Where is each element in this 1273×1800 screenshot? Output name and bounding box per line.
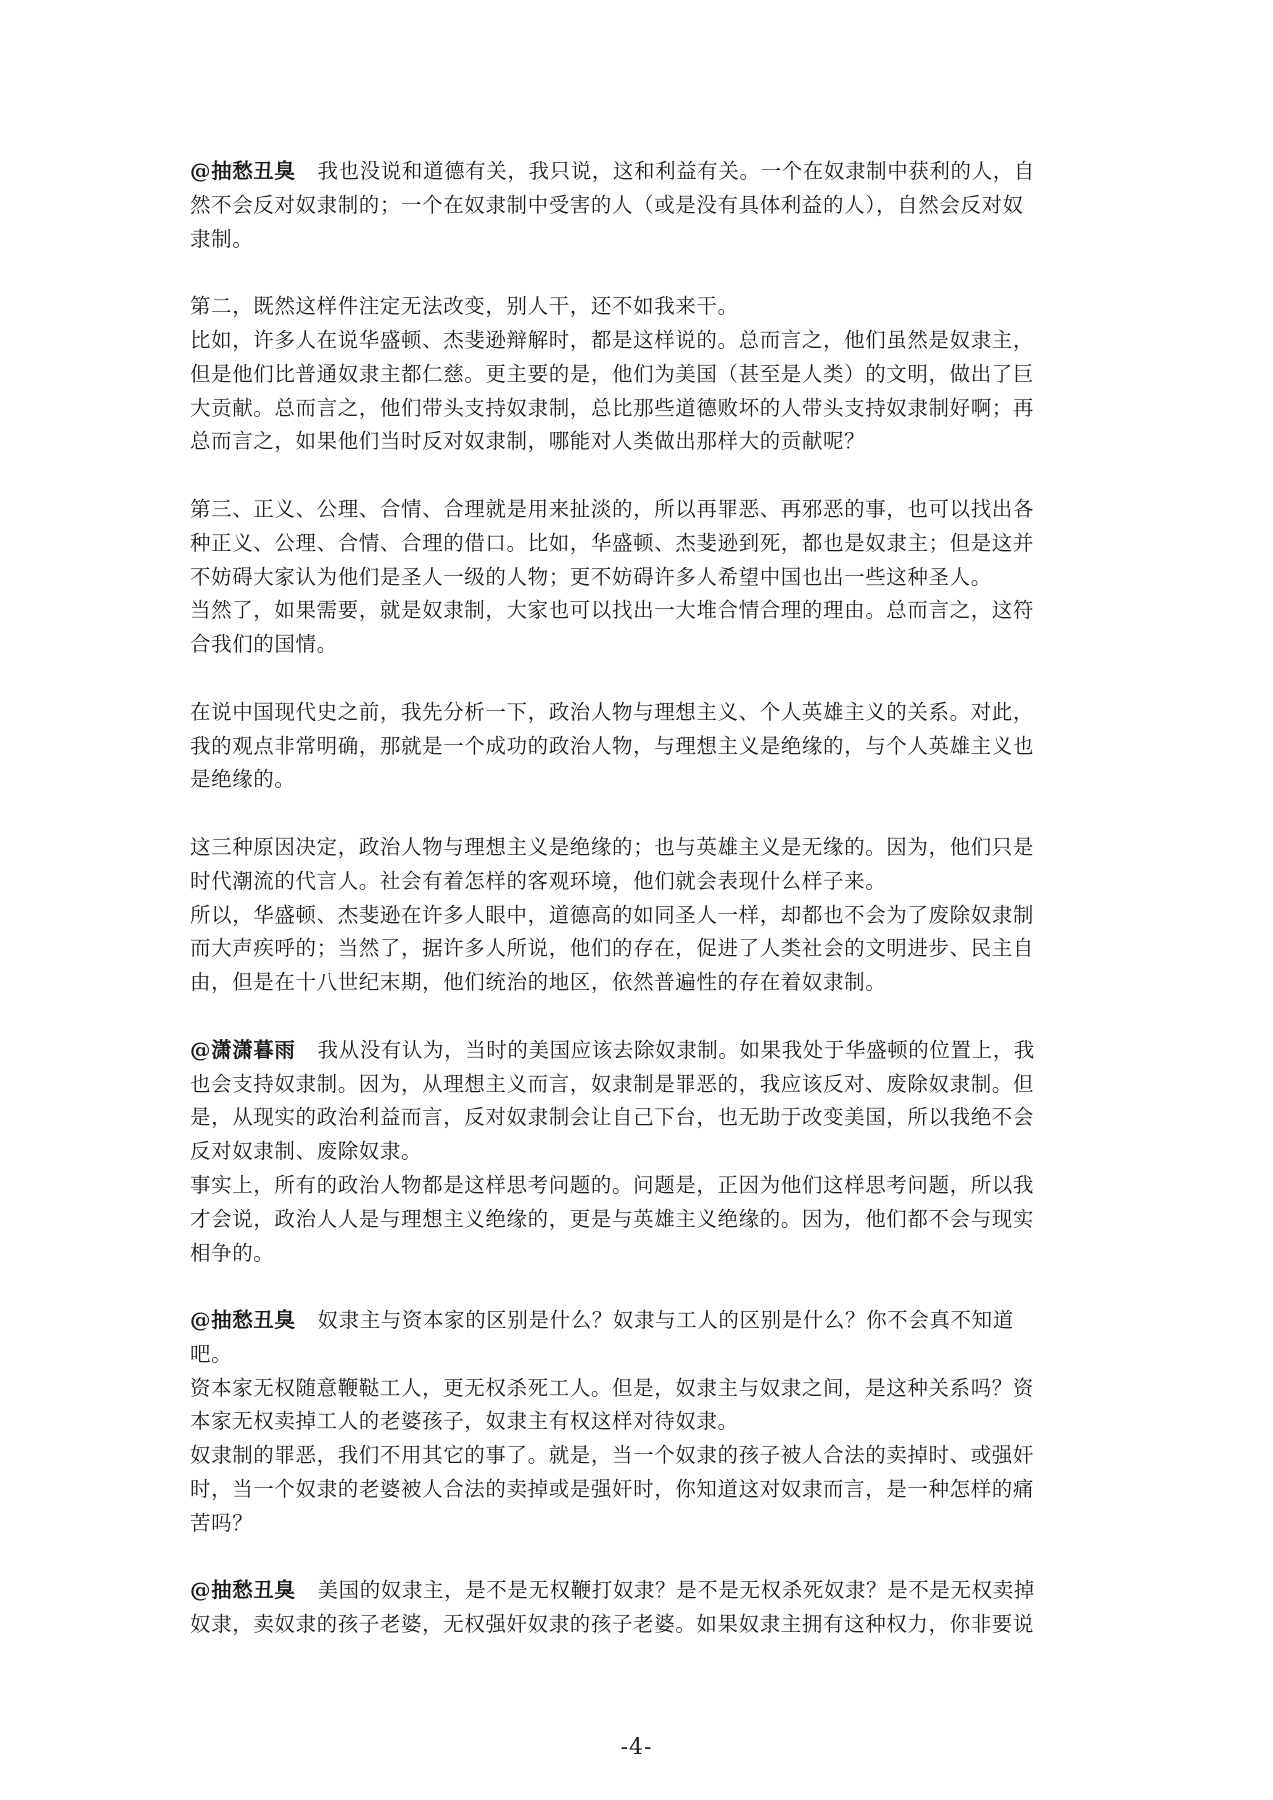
text-line — [190, 628, 1090, 662]
line-text: 我从没有认为，当时的美国应该去除奴隶制。如果我处于华盛顿的位置上，我 — [317, 1037, 1035, 1062]
text-line — [190, 223, 1090, 257]
line-text: 然不会反对奴隶制的；一个在奴隶制中受害的人（或是没有具体利益的人），自然会反对奴 — [190, 192, 1024, 217]
line-text: 第三、正义、公理、合情、合理就是用来扯淡的，所以再罪恶、再邪恶的事，也可以找出各 — [190, 496, 1034, 521]
text-line — [190, 1372, 1090, 1406]
text-line — [190, 1101, 1090, 1135]
line-text: 在说中国现代史之前，我先分析一下，政治人物与理想主义、个人英雄主义的关系。对此， — [190, 699, 1034, 724]
line-text: 是，从现实的政治利益而言，反对奴隶制会让自己下台，也无助于改变美国，所以我绝不会 — [190, 1105, 1034, 1130]
text-line — [190, 1135, 1090, 1169]
line-text: 反对奴隶制、废除奴隶。 — [190, 1139, 423, 1164]
user-mention: @抽愁丑臭 — [190, 1578, 296, 1603]
text-line — [190, 1608, 1090, 1642]
line-text: 合我们的国情。 — [190, 632, 338, 657]
user-mention: @抽愁丑臭 — [190, 159, 296, 183]
paragraph — [190, 493, 1090, 662]
line-text: 奴隶制的罪恶，我们不用其它的事了。就是，当一个奴隶的孩子被人合法的卖掉时、或强奸 — [190, 1443, 1034, 1468]
line-text: 而大声疾呼的；当然了，据许多人所说，他们的存在，促进了人类社会的文明进步、民主自 — [190, 936, 1034, 961]
line-text: 所以，华盛顿、杰斐逊在许多人眼中，道德高的如同圣人一样，却都也不会为了废除奴隶制 — [190, 902, 1034, 927]
text-line — [190, 966, 1090, 1000]
page-number: -4- — [620, 1735, 653, 1760]
text-line — [190, 696, 1090, 730]
line-text: 本家无权卖掉工人的老婆孩子，奴隶主有权这样对待奴隶。 — [190, 1409, 739, 1434]
line-text: 相争的。 — [190, 1240, 275, 1265]
text-line — [190, 189, 1090, 223]
line-text: 大贡献。总而言之，他们带头支持奴隶制，总比那些道德败坏的人带头支持奴隶制好啊；再 — [190, 395, 1034, 420]
line-text: 不妨碍大家认为他们是圣人一级的人物；更不妨碍许多人希望中国也出一些这种圣人。 — [190, 564, 992, 589]
line-text: 当然了，如果需要，就是奴隶制，大家也可以找出一大堆合情合理的理由。总而言之，这符 — [190, 598, 1034, 623]
text-line — [190, 392, 1090, 426]
line-text: 吧。 — [190, 1341, 233, 1366]
paragraph — [190, 696, 1090, 797]
text-line — [190, 425, 1090, 459]
text-line — [190, 155, 1090, 189]
text-line — [190, 1439, 1090, 1473]
page-body — [190, 155, 1090, 1676]
text-line — [190, 1203, 1090, 1237]
line-text: 资本家无权随意鞭鞑工人，更无权杀死工人。但是，奴隶主与奴隶之间，是这种关系吗？资 — [190, 1375, 1034, 1400]
line-text: 我也没说和道德有关，我只说，这和利益有关。一个在奴隶制中获利的人，自 — [317, 159, 1035, 183]
text-line — [190, 527, 1090, 561]
text-line — [190, 561, 1090, 595]
text-line — [190, 865, 1090, 899]
line-text: 才会说，政治人人是与理想主义绝缘的，更是与英雄主义绝缘的。因为，他们都不会与现实 — [190, 1206, 1034, 1231]
text-line — [190, 831, 1090, 865]
line-text: 比如，许多人在说华盛顿、杰斐逊辩解时，都是这样说的。总而言之，他们虽然是奴隶主， — [190, 327, 1034, 352]
line-text: 奴隶主与资本家的区别是什么？奴隶与工人的区别是什么？你不会真不知道 — [317, 1308, 1014, 1333]
text-line — [190, 290, 1090, 324]
text-line — [190, 1237, 1090, 1271]
text-line — [190, 1304, 1090, 1338]
text-line — [190, 932, 1090, 966]
text-line — [190, 1034, 1090, 1068]
text-line — [190, 1473, 1090, 1507]
paragraph — [190, 1034, 1090, 1271]
line-text: 时，当一个奴隶的老婆被人合法的卖掉或是强奸时，你知道这对奴隶而言，是一种怎样的痛 — [190, 1477, 1034, 1502]
line-text: 我的观点非常明确，那就是一个成功的政治人物，与理想主义是绝缘的，与个人英雄主义也 — [190, 733, 1034, 758]
text-line — [190, 730, 1090, 764]
line-text: 苦吗？ — [190, 1510, 254, 1535]
paragraph — [190, 1574, 1090, 1642]
line-text: 事实上，所有的政治人物都是这样思考问题的。问题是，正因为他们这样思考问题，所以我 — [190, 1172, 1034, 1197]
line-text: 种正义、公理、合情、合理的借口。比如，华盛顿、杰斐逊到死，都也是奴隶主；但是这并 — [190, 530, 1034, 555]
text-line — [190, 358, 1090, 392]
text-line — [190, 324, 1090, 358]
line-text: 总而言之，如果他们当时反对奴隶制，哪能对人类做出那样大的贡献呢？ — [190, 429, 866, 454]
text-line — [190, 1169, 1090, 1203]
user-mention: @抽愁丑臭 — [190, 1308, 296, 1333]
text-line — [190, 1507, 1090, 1541]
line-text: 隶制。 — [190, 226, 254, 251]
line-text: 美国的奴隶主，是不是无权鞭打奴隶？是不是无权杀死奴隶？是不是无权卖掉 — [317, 1578, 1035, 1603]
line-text: 这三种原因决定，政治人物与理想主义是绝缘的；也与英雄主义是无缘的。因为，他们只是 — [190, 834, 1034, 859]
line-text: 是绝缘的。 — [190, 767, 296, 792]
paragraph — [190, 290, 1090, 459]
text-line — [190, 594, 1090, 628]
line-text: 但是他们比普通奴隶主都仁慈。更主要的是，他们为美国（甚至是人类）的文明，做出了巨 — [190, 361, 1034, 386]
text-line — [190, 1574, 1090, 1608]
paragraph — [190, 831, 1090, 1000]
line-text: 奴隶，卖奴隶的孩子老婆，无权强奸奴隶的孩子老婆。如果奴隶主拥有这种权力，你非要说 — [190, 1612, 1034, 1637]
paragraph — [190, 1304, 1090, 1541]
text-line — [190, 763, 1090, 797]
line-text: 也会支持奴隶制。因为，从理想主义而言，奴隶制是罪恶的，我应该反对、废除奴隶制。但 — [190, 1071, 1034, 1096]
line-text: 由，但是在十八世纪末期，他们统治的地区，依然普遍性的存在着奴隶制。 — [190, 970, 887, 995]
line-text: 第二，既然这样件注定无法改变，别人干，还不如我来干。 — [190, 294, 739, 319]
text-line — [190, 899, 1090, 933]
user-mention: @潇潇暮雨 — [190, 1037, 296, 1062]
paragraph — [190, 155, 1090, 256]
text-line — [190, 1068, 1090, 1102]
text-line — [190, 493, 1090, 527]
text-line — [190, 1405, 1090, 1439]
line-text: 时代潮流的代言人。社会有着怎样的客观环境，他们就会表现什么样子来。 — [190, 868, 887, 893]
text-line — [190, 1338, 1090, 1372]
